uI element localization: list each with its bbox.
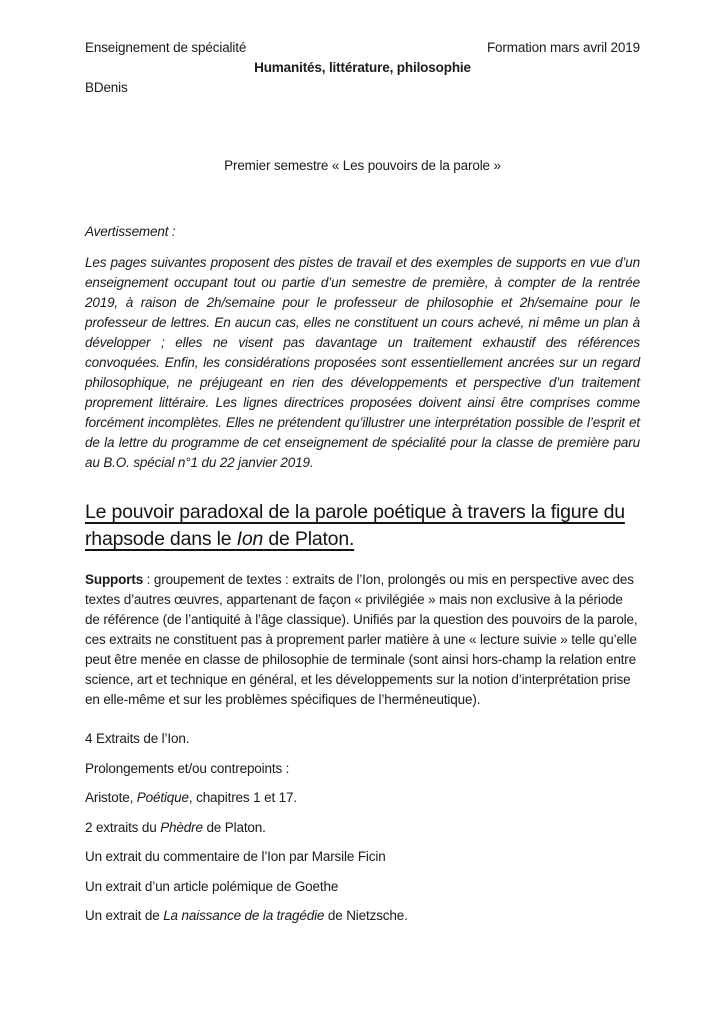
list-item-text: de Nietzsche. [324,908,408,923]
list-item-work-title: Phèdre [160,819,203,835]
supports-body: : groupement de textes : extraits de l’Ion, prolongés ou mis en perspective avec des textes d’autres œuvres, appartenant de façon « privilégiée » mais non exclusive à la période de référence (de l’antiquité à l’âge classique). Unifiés par la question des pouvoirs de la parole, ces extraits ne constituent pas à proprement parler matière à une « lecture suivie » telle qu’elle peut être menée en classe de philosophie de terminale (sont ainsi hors-champ la relation entre science, art et technique en général, et les développements sur la notion d’interprétation prise en elle-même et sur les problèmes spécifiques de l’herméneutique). [85,572,638,707]
list-item [85,818,640,838]
avertissement-paragraph: Les pages suivantes proposent des pistes de travail et des exemples de supports en vue d’un enseignement occupant tout ou partie d’un semestre de première, à compter de la rentrée 2019, à raison de 2h/semaine pour le professeur de philosophie et 2h/semaine pour le professeur de lettres. En aucun cas, elles ne constituent un cours achevé, ni même un plan à développer ; elles ne visent pas davantage un traitement exhaustif des références convoquées. Enfin, les considérations proposées sont essentiellement ancrées sur un regard philosophique, ne préjugeant en rien des développements et perspective d’un traitement proprement littéraire. Les lignes directrices proposées doivent ainsi être comprises comme forcément incomplètes. Elles ne prétendent qu’illustrer une interprétation possible de l’esprit et de la lettre du programme de cet enseignement de spécialité pour la classe de première paru au B.O. spécial n°1 du 22 janvier 2019. [85,255,640,470]
section-heading-part1: Le pouvoir paradoxal de la parole poétique à travers la figure du rhapsode dans le [85,501,625,550]
list-item-text: 4 Extraits de l’Ion. [85,731,190,746]
document-title: Premier semestre « Les pouvoirs de la parole » [224,158,501,173]
list-item-text: Prolongements et/ou contrepoints : [85,760,290,776]
list-item-text: 2 extraits du [85,819,161,835]
list-item-text: Aristote, [85,790,137,805]
list-item-work-title: Poétique [136,790,189,805]
header-author: BDenis [85,80,128,95]
header-center-text: Humanités, littérature, philosophie [254,60,471,75]
list-item [85,847,640,867]
list-item [85,788,640,808]
supports-paragraph [85,570,640,710]
header-left-text: Enseignement de spécialité [85,40,247,55]
section-heading-italic-title: Ion [236,528,264,550]
supports-label: Supports [85,572,144,587]
supports-items [85,729,640,926]
page-header [85,38,640,58]
list-item [85,729,640,749]
avertissement-label: Avertissement : [85,224,176,239]
list-item-text: , chapitres 1 et 17. [188,790,297,805]
list-item-text: de Platon. [202,819,266,835]
list-item-text: Un extrait du commentaire de l’Ion par Marsile Ficin [85,849,386,864]
list-item-text: Un extrait de [85,908,164,923]
section-heading [85,499,640,553]
header-right-text: Formation mars avril 2019 [486,40,640,55]
list-item [85,759,640,779]
list-item-work-title: La naissance de la tragédie [163,908,325,923]
list-item [85,906,640,926]
list-item [85,877,640,897]
list-item-text: Un extrait d’un article polémique de Goethe [85,878,339,894]
section-heading-part2: de Platon. [263,528,355,550]
